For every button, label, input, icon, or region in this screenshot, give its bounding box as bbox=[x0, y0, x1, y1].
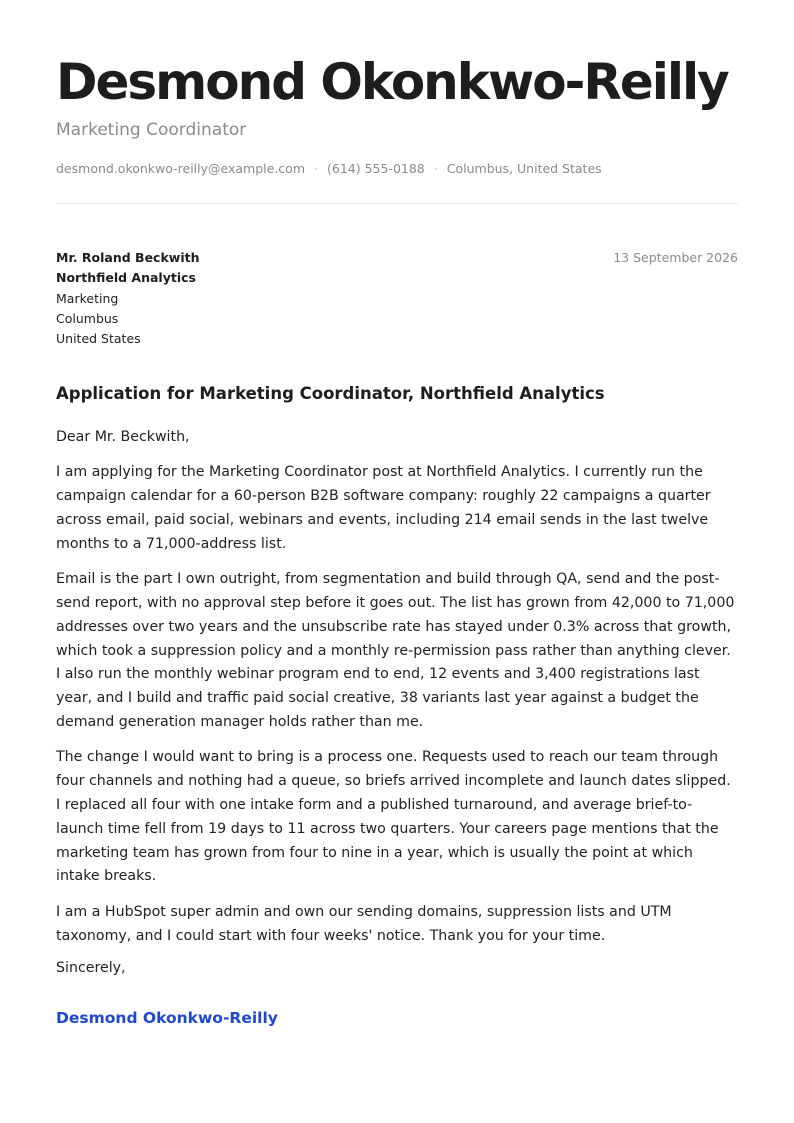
salutation: Dear Mr. Beckwith, bbox=[56, 429, 190, 445]
contact-phone[interactable]: (614) 555-0188 bbox=[326, 161, 425, 176]
contact-separator: · bbox=[433, 161, 438, 176]
recipient-block bbox=[56, 248, 200, 349]
recipient-name: Mr. Roland Beckwith bbox=[56, 250, 200, 265]
contact-location: Columbus, United States bbox=[446, 161, 602, 176]
contact-email[interactable]: desmond.okonkwo-reilly@example.com bbox=[56, 161, 305, 176]
closing: Sincerely, bbox=[56, 960, 126, 976]
signature: Desmond Okonkwo-Reilly bbox=[56, 1009, 278, 1027]
recipient-city: Columbus bbox=[56, 310, 119, 326]
recipient-country: United States bbox=[56, 331, 141, 347]
recipient-company: Northfield Analytics bbox=[56, 270, 196, 286]
letter-date: 13 September 2026 bbox=[613, 250, 738, 265]
applicant-title: Marketing Coordinator bbox=[56, 120, 247, 140]
body-paragraph: Email is the part I own outright, from segmentation and build through QA, send and the post-send report, with no approval step before it goes out. The list has grown from 42,000 to 71,000 addresses over two years and the unsubscribe rate has stayed under 0.3% across that growth, which took a suppression policy and a monthly re-permission pass rather than anything clever. I also run the monthly webinar program end to end, 12 events and 3,400 registrations last year, and I build and traffic paid social creative, 38 variants last year against a budget the demand generation manager holds rather than me. bbox=[56, 571, 735, 730]
contact-separator: · bbox=[314, 161, 318, 176]
header-divider bbox=[56, 203, 738, 204]
letter-body bbox=[56, 426, 738, 960]
body-paragraph: I am applying for the Marketing Coordinator post at Northfield Analytics. I currently run the campaign calendar for a 60-person B2B software company: roughly 22 campaigns a quarter across email, paid social, webinars and events, including 214 email sends in the last twelve months to a 71,000-address list. bbox=[56, 464, 711, 552]
body-paragraph: I am a HubSpot super admin and own our sending domains, suppression lists and UTM taxonomy, and I could start with four weeks' notice. Thank you for your time. bbox=[56, 903, 672, 944]
letter-subject: Application for Marketing Coordinator, Northfield Analytics bbox=[56, 384, 605, 403]
contact-line bbox=[56, 160, 602, 178]
recipient-department: Marketing bbox=[56, 290, 119, 306]
body-paragraph: The change I would want to bring is a process one. Requests used to reach our team through four channels and nothing had a queue, so briefs arrived incomplete and launch dates slipped. I replaced all four with one intake form and a published turnaround, and average brief-to-launch time fell from 19 days to 11 across two quarters. Your careers page mentions that the marketing team has grown from four to nine in a year, which is usually the point at which intake breaks. bbox=[56, 749, 731, 885]
applicant-name: Desmond Okonkwo-Reilly bbox=[56, 53, 728, 111]
